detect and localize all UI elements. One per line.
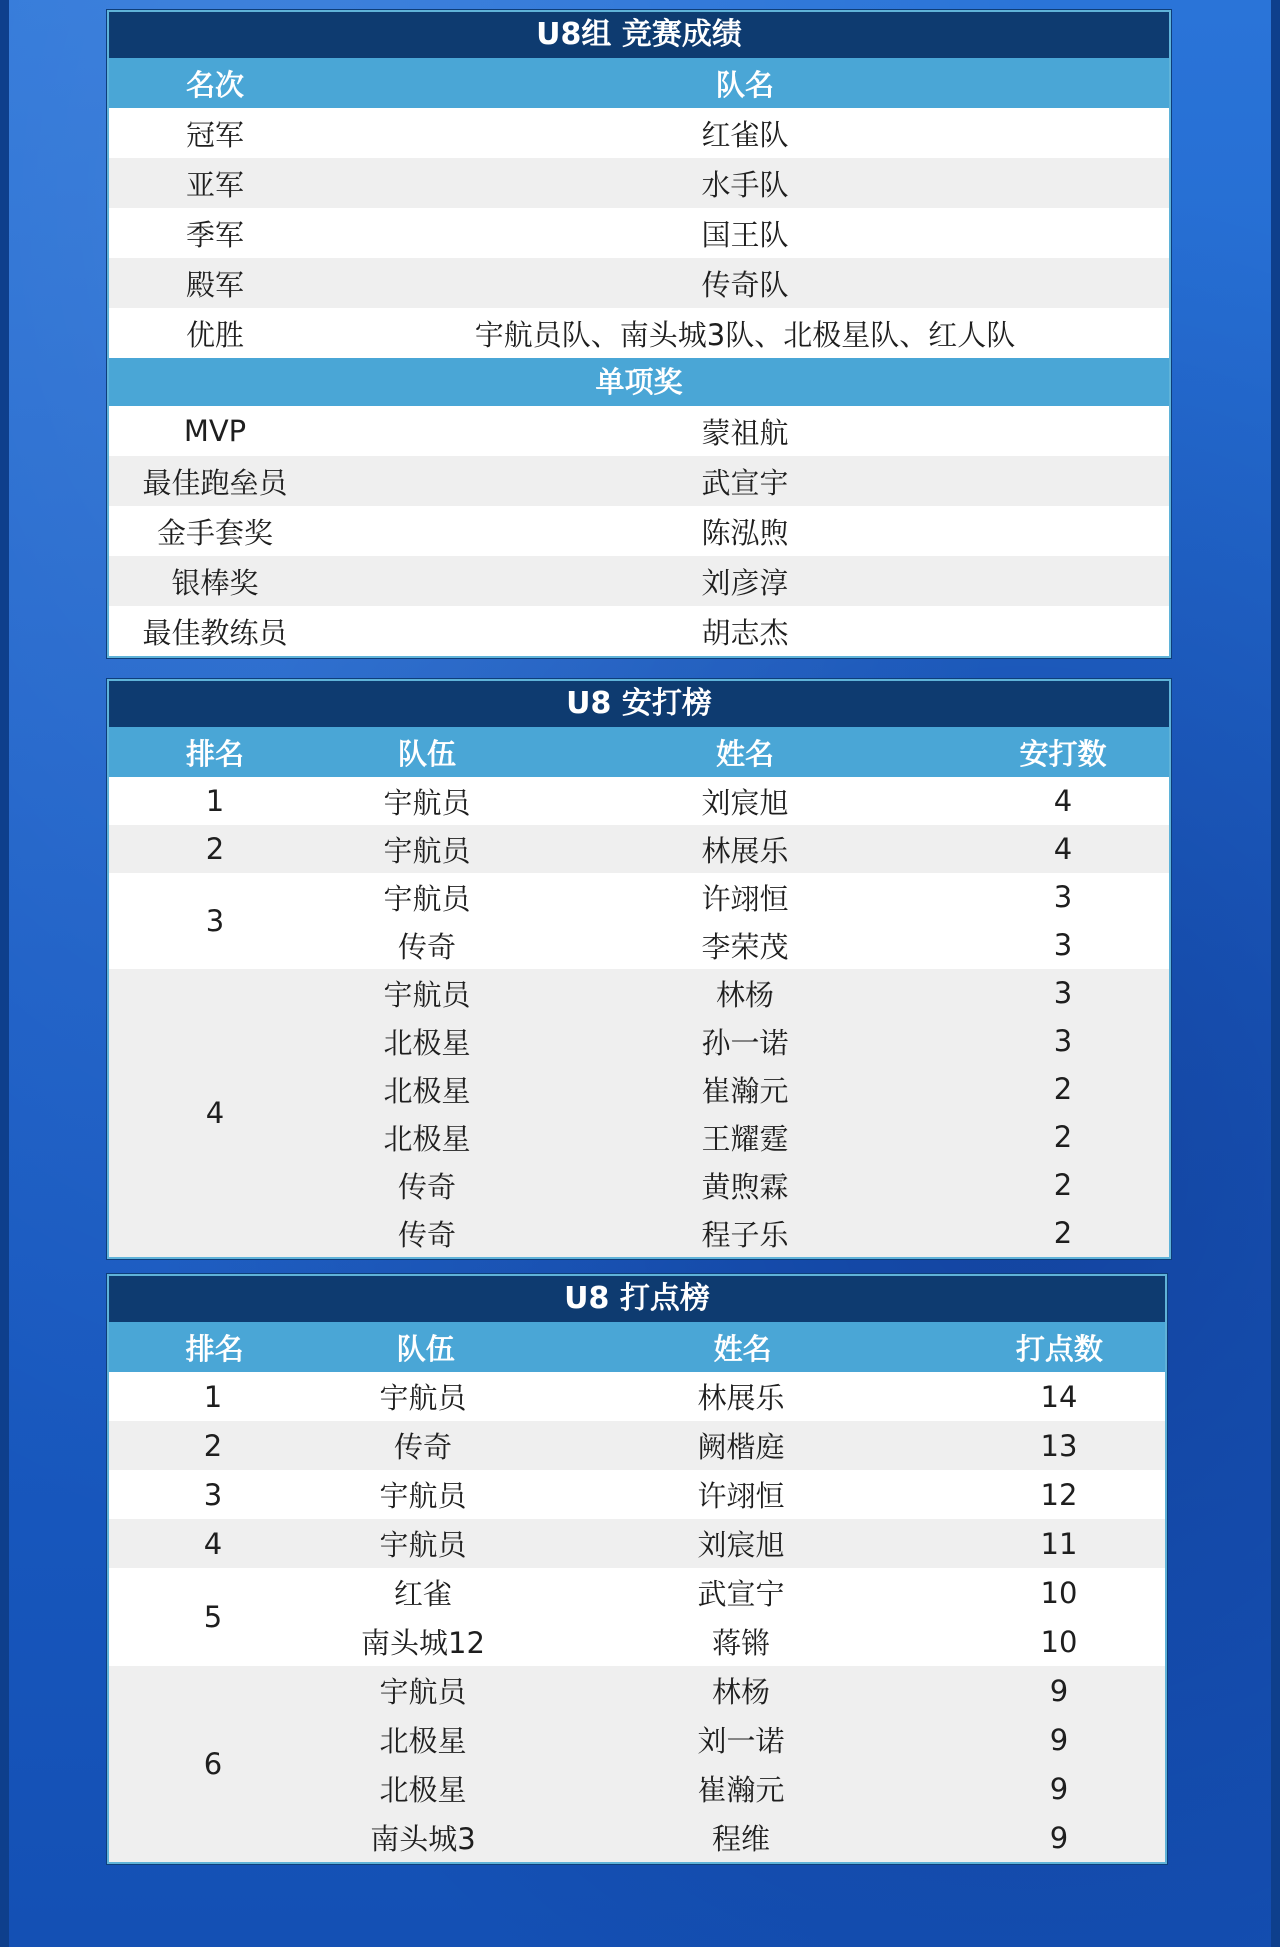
place-cell: 殿军 xyxy=(185,267,244,302)
results-row xyxy=(109,108,1169,158)
team-cell: 宇航员 xyxy=(383,833,471,868)
rank-group xyxy=(109,873,1169,969)
header-rank: 排名 xyxy=(185,1331,244,1366)
rank-group xyxy=(109,777,1169,825)
award-cell: 最佳跑垒员 xyxy=(142,465,288,500)
value-cell: 13 xyxy=(1040,1428,1078,1463)
name-cell: 阙楷庭 xyxy=(697,1430,785,1464)
rank-cell: 5 xyxy=(203,1600,223,1634)
team-cell: 红雀队 xyxy=(701,117,789,152)
team-cell: 宇航员 xyxy=(379,1675,467,1709)
award-row xyxy=(109,456,1169,506)
team-cell: 水手队 xyxy=(701,167,789,202)
table-row xyxy=(317,1568,1165,1617)
team-cell: 宇航员 xyxy=(383,977,471,1012)
winner-cell: 武宣宇 xyxy=(701,465,789,500)
rank-cell: 1 xyxy=(205,784,225,818)
table-row xyxy=(321,1017,1169,1065)
rank-cell: 4 xyxy=(203,1526,223,1561)
table-row xyxy=(317,1372,1165,1421)
team-cell: 国王队 xyxy=(701,217,789,252)
value-cell: 9 xyxy=(1049,1722,1069,1757)
rbi-header xyxy=(109,1322,1165,1372)
results-row xyxy=(109,208,1169,258)
header-value: 打点数 xyxy=(1015,1331,1103,1366)
results-title: U8组 竞赛成绩 xyxy=(109,12,1169,58)
name-cell: 林展乐 xyxy=(701,833,789,868)
hits-title: U8 安打榜 xyxy=(109,681,1169,727)
rank-cell: 3 xyxy=(205,904,225,938)
award-cell: 最佳教练员 xyxy=(142,615,288,650)
name-cell: 林杨 xyxy=(711,1675,770,1709)
team-cell: 传奇 xyxy=(393,1430,452,1464)
hits-header xyxy=(109,727,1169,777)
table-row xyxy=(321,969,1169,1017)
value-cell: 10 xyxy=(1040,1624,1078,1659)
value-cell: 3 xyxy=(1053,880,1073,914)
left-border xyxy=(0,0,9,1947)
results-row xyxy=(109,158,1169,208)
results-board xyxy=(107,10,1171,658)
name-cell: 程维 xyxy=(711,1822,770,1856)
name-cell: 许翊恒 xyxy=(697,1479,785,1513)
table-row xyxy=(317,1764,1165,1813)
value-cell: 4 xyxy=(1053,832,1073,866)
rank-group xyxy=(109,969,1169,1257)
team-cell: 宇航员 xyxy=(379,1381,467,1415)
header-value: 安打数 xyxy=(1019,736,1107,771)
team-cell: 传奇 xyxy=(397,1169,456,1204)
table-row xyxy=(321,1065,1169,1113)
winner-cell: 胡志杰 xyxy=(701,615,789,650)
value-cell: 14 xyxy=(1040,1379,1078,1414)
rank-group xyxy=(109,825,1169,873)
rank-group xyxy=(109,1372,1165,1421)
results-header xyxy=(109,58,1169,108)
rank-cell: 2 xyxy=(205,832,225,866)
award-cell: 金手套奖 xyxy=(156,515,273,550)
table-row xyxy=(317,1421,1165,1470)
team-cell: 南头城3 xyxy=(370,1822,476,1856)
table-row xyxy=(321,921,1169,969)
name-cell: 刘宸旭 xyxy=(701,785,789,820)
name-cell: 黄煦霖 xyxy=(701,1169,789,1204)
name-cell: 孙一诺 xyxy=(701,1025,789,1060)
value-cell: 2 xyxy=(1053,1072,1073,1106)
table-row xyxy=(317,1813,1165,1862)
team-cell: 北极星 xyxy=(383,1073,471,1108)
value-cell: 9 xyxy=(1049,1820,1069,1855)
name-cell: 王耀霆 xyxy=(701,1121,789,1156)
rank-group xyxy=(109,1666,1165,1862)
rank-group xyxy=(109,1421,1165,1470)
name-cell: 李荣茂 xyxy=(701,929,789,964)
place-cell: 优胜 xyxy=(185,317,244,352)
rank-group xyxy=(109,1470,1165,1519)
rank-group xyxy=(109,1568,1165,1666)
rank-cell: 2 xyxy=(203,1428,223,1463)
rank-group xyxy=(109,1519,1165,1568)
rank-cell: 1 xyxy=(203,1379,223,1414)
rank-cell: 6 xyxy=(203,1747,223,1781)
results-row xyxy=(109,258,1169,308)
rbi-title: U8 打点榜 xyxy=(109,1276,1165,1322)
results-row xyxy=(109,308,1169,358)
winner-cell: 刘彦淳 xyxy=(701,565,789,600)
table-row xyxy=(317,1715,1165,1764)
team-cell: 传奇队 xyxy=(701,267,789,302)
right-border xyxy=(1271,0,1280,1947)
team-cell: 宇航员 xyxy=(379,1528,467,1562)
name-cell: 刘一诺 xyxy=(697,1724,785,1758)
table-row xyxy=(317,1617,1165,1666)
winner-cell: 陈泓煦 xyxy=(701,515,789,550)
value-cell: 2 xyxy=(1053,1216,1073,1250)
awards-title: 单项奖 xyxy=(109,358,1169,406)
hits-board xyxy=(107,679,1171,1259)
name-cell: 林杨 xyxy=(715,977,774,1012)
award-row xyxy=(109,406,1169,456)
name-cell: 程子乐 xyxy=(701,1217,789,1252)
award-cell: MVP xyxy=(183,414,247,448)
name-cell: 刘宸旭 xyxy=(697,1528,785,1562)
header-team: 队名 xyxy=(715,67,774,102)
team-cell: 宇航员 xyxy=(383,785,471,820)
table-row xyxy=(317,1470,1165,1519)
team-cell: 南头城12 xyxy=(361,1626,485,1660)
team-cell: 宇航员队、南头城3队、北极星队、红人队 xyxy=(474,317,1016,352)
team-cell: 北极星 xyxy=(379,1724,467,1758)
value-cell: 10 xyxy=(1040,1575,1078,1610)
table-row xyxy=(317,1666,1165,1715)
team-cell: 北极星 xyxy=(379,1773,467,1807)
award-cell: 银棒奖 xyxy=(171,565,259,600)
rank-cell: 3 xyxy=(203,1477,223,1512)
value-cell: 2 xyxy=(1053,1168,1073,1202)
value-cell: 3 xyxy=(1053,1024,1073,1058)
name-cell: 崔瀚元 xyxy=(697,1773,785,1807)
rank-cell: 4 xyxy=(205,1096,225,1130)
value-cell: 9 xyxy=(1049,1673,1069,1708)
table-row xyxy=(317,1519,1165,1568)
team-cell: 宇航员 xyxy=(379,1479,467,1513)
team-cell: 北极星 xyxy=(383,1121,471,1156)
name-cell: 蒋锵 xyxy=(711,1626,770,1660)
table-row xyxy=(321,1209,1169,1257)
name-cell: 许翊恒 xyxy=(701,881,789,916)
name-cell: 武宣宁 xyxy=(697,1577,785,1611)
header-rank: 排名 xyxy=(185,736,244,771)
team-cell: 红雀 xyxy=(393,1577,452,1611)
value-cell: 11 xyxy=(1040,1526,1078,1561)
header-place: 名次 xyxy=(185,67,244,102)
value-cell: 2 xyxy=(1053,1120,1073,1154)
award-row xyxy=(109,506,1169,556)
value-cell: 3 xyxy=(1053,928,1073,962)
award-row xyxy=(109,606,1169,656)
name-cell: 林展乐 xyxy=(697,1381,785,1415)
table-row xyxy=(321,1113,1169,1161)
team-cell: 宇航员 xyxy=(383,881,471,916)
place-cell: 冠军 xyxy=(185,117,244,152)
team-cell: 北极星 xyxy=(383,1025,471,1060)
name-cell: 崔瀚元 xyxy=(701,1073,789,1108)
header-name: 姓名 xyxy=(713,1331,772,1366)
value-cell: 3 xyxy=(1053,976,1073,1010)
table-row xyxy=(321,825,1169,873)
header-team: 队伍 xyxy=(396,1331,455,1366)
table-row xyxy=(321,777,1169,825)
value-cell: 4 xyxy=(1053,784,1073,818)
header-name: 姓名 xyxy=(715,736,774,771)
table-row xyxy=(321,1161,1169,1209)
team-cell: 传奇 xyxy=(397,929,456,964)
team-cell: 传奇 xyxy=(397,1217,456,1252)
winner-cell: 蒙祖航 xyxy=(701,415,789,450)
value-cell: 9 xyxy=(1049,1771,1069,1806)
place-cell: 季军 xyxy=(185,217,244,252)
award-row xyxy=(109,556,1169,606)
place-cell: 亚军 xyxy=(185,167,244,202)
rbi-board xyxy=(107,1274,1167,1864)
value-cell: 12 xyxy=(1040,1477,1078,1512)
header-team: 队伍 xyxy=(397,736,456,771)
table-row xyxy=(321,873,1169,921)
